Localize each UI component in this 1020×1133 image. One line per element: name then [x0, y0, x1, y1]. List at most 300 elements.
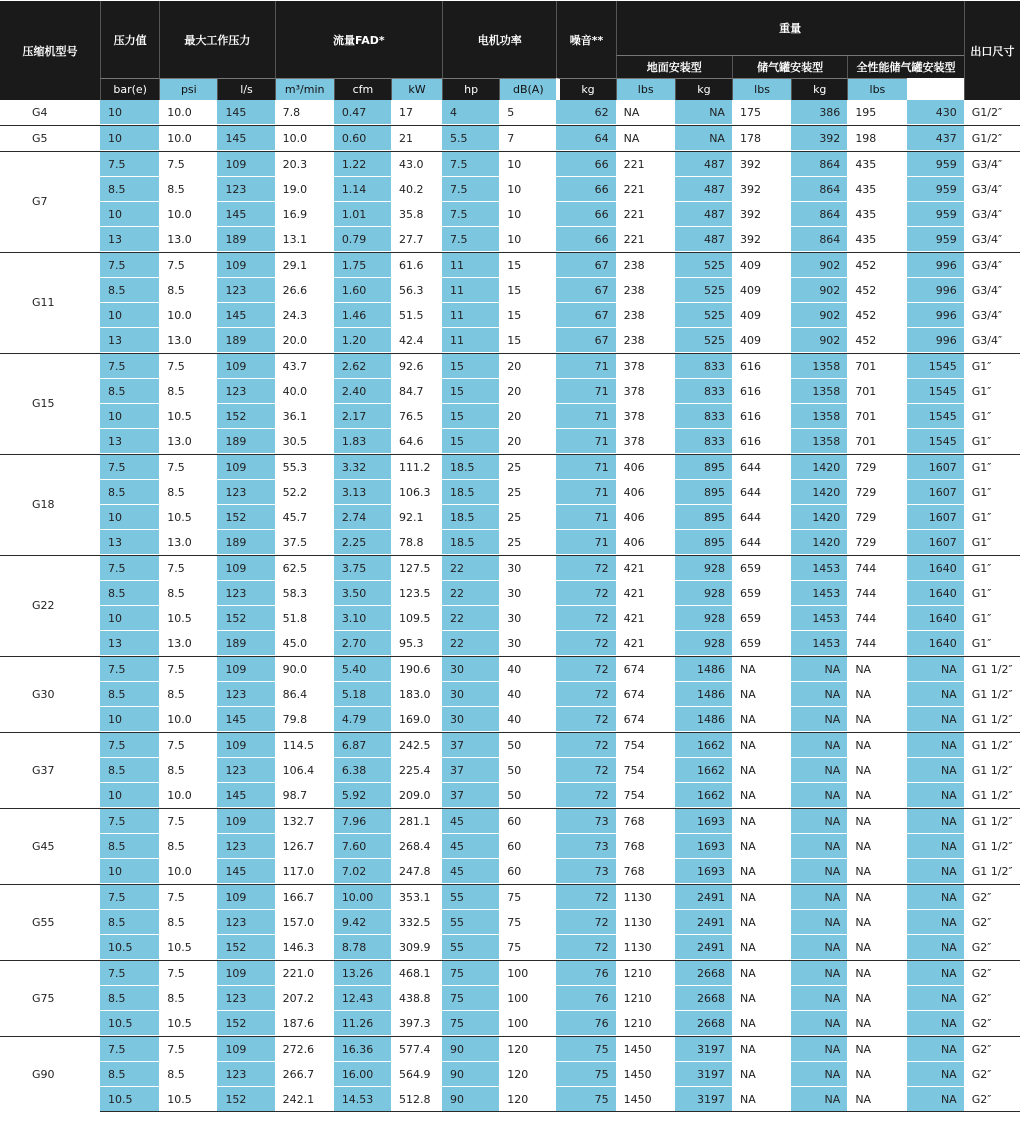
table-cell: 1545 [907, 353, 964, 379]
table-cell: 406 [616, 530, 675, 555]
compressor-spec-table [0, 1, 1020, 1112]
table-cell: G1″ [964, 454, 1020, 480]
table-cell: 10 [499, 151, 556, 177]
table-cell: 75 [442, 986, 499, 1011]
table-cell: 198 [847, 125, 906, 151]
table-cell: 109 [217, 884, 274, 910]
table-cell: 22 [442, 581, 499, 606]
table-cell: G2″ [964, 960, 1020, 986]
table-header [0, 1, 1020, 100]
table-cell: 92.1 [391, 505, 442, 530]
table-cell: 45 [442, 859, 499, 884]
table-cell: 864 [791, 151, 847, 177]
table-cell: 13.1 [275, 227, 334, 252]
table-cell: 768 [616, 859, 675, 884]
table-cell: 75 [442, 1011, 499, 1036]
table-cell: 123 [217, 379, 274, 404]
table-cell: 166.7 [275, 884, 334, 910]
table-cell: 221.0 [275, 960, 334, 986]
table-cell: 8.5 [100, 834, 159, 859]
table-cell: 10.5 [159, 1011, 217, 1036]
table-cell: 145 [217, 100, 274, 125]
table-cell: 109 [217, 732, 274, 758]
table-cell: NA [732, 884, 791, 910]
table-cell: 30 [442, 707, 499, 732]
table-cell: 60 [499, 834, 556, 859]
table-cell: 8.5 [159, 758, 217, 783]
table-cell: 152 [217, 1011, 274, 1036]
table-cell: 20.3 [275, 151, 334, 177]
table-cell: NA [847, 960, 906, 986]
table-cell: NA [791, 656, 847, 682]
table-cell: 123 [217, 177, 274, 202]
table-cell: 1607 [907, 480, 964, 505]
table-cell: NA [616, 125, 675, 151]
table-cell: 51.8 [275, 606, 334, 631]
table-cell: NA [847, 808, 906, 834]
table-cell: 729 [847, 530, 906, 555]
table-cell: 1358 [791, 429, 847, 454]
table-cell: 754 [616, 783, 675, 808]
table-cell: 45 [442, 808, 499, 834]
table-cell: 8.5 [159, 177, 217, 202]
table-cell: 15 [499, 303, 556, 328]
table-cell: 7.8 [275, 100, 334, 125]
table-cell: 78.8 [391, 530, 442, 555]
table-cell: 435 [847, 202, 906, 227]
table-cell: NA [791, 834, 847, 859]
table-cell: G3/4″ [964, 151, 1020, 177]
table-cell: 1.20 [334, 328, 391, 353]
table-cell: 10.0 [159, 125, 217, 151]
header-motor-power: 电机功率 [442, 1, 556, 78]
table-cell: NA [791, 1087, 847, 1112]
table-cell: NA [847, 758, 906, 783]
table-cell: 247.8 [391, 859, 442, 884]
table-cell: 468.1 [391, 960, 442, 986]
table-cell: 120 [499, 1062, 556, 1087]
table-cell: 959 [907, 151, 964, 177]
table-cell: 1662 [675, 732, 732, 758]
table-cell: 73 [556, 808, 615, 834]
table-cell: 833 [675, 379, 732, 404]
table-cell: 1486 [675, 682, 732, 707]
table-row [0, 631, 1020, 656]
table-cell: 10 [100, 303, 159, 328]
unit-header: m³/min [275, 78, 334, 100]
table-cell: 238 [616, 328, 675, 353]
unit-header: l/s [217, 78, 274, 100]
table-cell: 55 [442, 935, 499, 960]
table-cell: 8.5 [100, 758, 159, 783]
table-cell: 64 [556, 125, 615, 151]
table-cell: 72 [556, 606, 615, 631]
table-cell: G1″ [964, 353, 1020, 379]
table-cell: 225.4 [391, 758, 442, 783]
table-cell: 1486 [675, 707, 732, 732]
table-cell: 392 [732, 202, 791, 227]
table-cell: 3.13 [334, 480, 391, 505]
table-cell: 1453 [791, 581, 847, 606]
table-cell: 72 [556, 732, 615, 758]
table-cell: G1/2″ [964, 125, 1020, 151]
table-cell: NA [791, 808, 847, 834]
table-cell: 40 [499, 707, 556, 732]
table-cell: NA [847, 1011, 906, 1036]
table-cell: NA [847, 783, 906, 808]
table-row [0, 1036, 1020, 1062]
table-cell: 864 [791, 202, 847, 227]
table-cell: 895 [675, 505, 732, 530]
table-cell: G2″ [964, 1036, 1020, 1062]
table-cell: 406 [616, 505, 675, 530]
table-cell: G1″ [964, 429, 1020, 454]
table-cell: 438.8 [391, 986, 442, 1011]
table-cell: 7.5 [100, 656, 159, 682]
table-cell: 1130 [616, 935, 675, 960]
header-pressure-value: 压力值 [100, 1, 159, 78]
table-cell: NA [791, 859, 847, 884]
table-cell: G1 1/2″ [964, 808, 1020, 834]
table-cell: 10.0 [159, 783, 217, 808]
table-cell: 189 [217, 227, 274, 252]
table-cell: 111.2 [391, 454, 442, 480]
table-cell: 71 [556, 404, 615, 429]
table-cell: NA [847, 986, 906, 1011]
table-cell: 86.4 [275, 682, 334, 707]
table-cell: 409 [732, 252, 791, 278]
table-cell: 67 [556, 252, 615, 278]
table-cell: 109 [217, 555, 274, 581]
table-cell: 1.14 [334, 177, 391, 202]
table-cell: 75 [442, 960, 499, 986]
table-row [0, 783, 1020, 808]
header-max-pressure: 最大工作压力 [159, 1, 274, 78]
table-cell: 1130 [616, 884, 675, 910]
table-cell: NA [732, 682, 791, 707]
table-cell: 5.18 [334, 682, 391, 707]
table-cell: NA [732, 656, 791, 682]
table-cell: 353.1 [391, 884, 442, 910]
table-cell: 1130 [616, 910, 675, 935]
table-cell: 266.7 [275, 1062, 334, 1087]
table-cell: 30 [499, 631, 556, 656]
table-cell: 98.7 [275, 783, 334, 808]
table-cell: NA [907, 1087, 964, 1112]
table-row [0, 303, 1020, 328]
table-cell: 8.5 [100, 177, 159, 202]
table-row [0, 379, 1020, 404]
table-cell: NA [732, 859, 791, 884]
table-cell: 421 [616, 631, 675, 656]
table-cell: 29.1 [275, 252, 334, 278]
table-cell: 109 [217, 151, 274, 177]
table-cell: NA [847, 910, 906, 935]
table-cell: 95.3 [391, 631, 442, 656]
table-cell: 106.4 [275, 758, 334, 783]
table-cell: NA [791, 758, 847, 783]
table-cell: 10 [499, 202, 556, 227]
table-cell: 3.32 [334, 454, 391, 480]
table-cell: NA [847, 1036, 906, 1062]
table-cell: 1210 [616, 960, 675, 986]
table-cell: 66 [556, 202, 615, 227]
table-cell: 67 [556, 303, 615, 328]
table-cell: NA [732, 1062, 791, 1087]
table-cell: 902 [791, 328, 847, 353]
table-cell: 11 [442, 328, 499, 353]
table-cell: 864 [791, 227, 847, 252]
table-cell: 221 [616, 202, 675, 227]
table-cell: 60 [499, 808, 556, 834]
table-cell: G1 1/2″ [964, 656, 1020, 682]
table-cell: 729 [847, 480, 906, 505]
table-cell: 309.9 [391, 935, 442, 960]
table-cell: G1 1/2″ [964, 732, 1020, 758]
unit-header: kg [675, 78, 732, 100]
table-cell: 145 [217, 707, 274, 732]
unit-header: lbs [616, 78, 675, 100]
table-cell: 10.0 [159, 707, 217, 732]
table-cell: 13.26 [334, 960, 391, 986]
table-cell: 332.5 [391, 910, 442, 935]
table-cell: 45.0 [275, 631, 334, 656]
table-cell: 109 [217, 960, 274, 986]
table-cell: 75 [556, 1036, 615, 1062]
table-cell: 7.5 [100, 252, 159, 278]
table-cell: 7.5 [159, 884, 217, 910]
table-cell: 4 [442, 100, 499, 125]
model-cell: G15 [0, 353, 100, 454]
table-cell: 20 [499, 404, 556, 429]
table-cell: 42.4 [391, 328, 442, 353]
table-cell: 16.00 [334, 1062, 391, 1087]
table-cell: 7.5 [100, 960, 159, 986]
table-row [0, 808, 1020, 834]
table-cell: 8.5 [100, 1062, 159, 1087]
table-cell: 1640 [907, 606, 964, 631]
table-cell: 20 [499, 353, 556, 379]
table-cell: 72 [556, 884, 615, 910]
table-cell: 8.5 [100, 480, 159, 505]
table-cell: 132.7 [275, 808, 334, 834]
table-cell: NA [732, 758, 791, 783]
table-cell: G3/4″ [964, 328, 1020, 353]
table-cell: 11 [442, 278, 499, 303]
table-cell: 66 [556, 177, 615, 202]
table-cell: 928 [675, 555, 732, 581]
table-cell: 996 [907, 328, 964, 353]
table-cell: 7.5 [159, 732, 217, 758]
table-cell: NA [732, 910, 791, 935]
table-cell: 659 [732, 631, 791, 656]
table-cell: NA [847, 682, 906, 707]
table-cell: 11 [442, 303, 499, 328]
table-cell: 1453 [791, 555, 847, 581]
table-cell: 1545 [907, 379, 964, 404]
table-cell: 3197 [675, 1062, 732, 1087]
table-cell: 66 [556, 227, 615, 252]
unit-header: kg [791, 78, 847, 100]
table-cell: 221 [616, 177, 675, 202]
table-cell: NA [791, 910, 847, 935]
table-cell: 8.78 [334, 935, 391, 960]
table-cell: 7.5 [159, 353, 217, 379]
table-cell: 525 [675, 303, 732, 328]
table-cell: 1607 [907, 530, 964, 555]
table-cell: 10 [100, 125, 159, 151]
table-cell: 1450 [616, 1062, 675, 1087]
table-cell: G1 1/2″ [964, 834, 1020, 859]
table-cell: 40.0 [275, 379, 334, 404]
table-cell: 1210 [616, 1011, 675, 1036]
table-cell: 616 [732, 379, 791, 404]
table-row [0, 125, 1020, 151]
table-row [0, 480, 1020, 505]
table-cell: 55 [442, 910, 499, 935]
table-cell: 1358 [791, 353, 847, 379]
table-cell: 71 [556, 530, 615, 555]
model-cell: G5 [0, 125, 100, 151]
table-row [0, 328, 1020, 353]
table-cell: 109 [217, 656, 274, 682]
table-cell: G3/4″ [964, 278, 1020, 303]
table-cell: G3/4″ [964, 252, 1020, 278]
table-cell: 66 [556, 151, 615, 177]
table-cell: 50 [499, 732, 556, 758]
table-cell: 22 [442, 606, 499, 631]
table-cell: NA [791, 960, 847, 986]
table-cell: 0.47 [334, 100, 391, 125]
table-cell: NA [907, 1011, 964, 1036]
table-row [0, 884, 1020, 910]
table-cell: 10 [100, 100, 159, 125]
table-cell: 76.5 [391, 404, 442, 429]
table-cell: 6.38 [334, 758, 391, 783]
table-cell: 1693 [675, 808, 732, 834]
header-noise: 噪音** [556, 1, 615, 78]
table-cell: 3.75 [334, 555, 391, 581]
table-cell: 10.5 [159, 935, 217, 960]
table-cell: 71 [556, 429, 615, 454]
model-cell: G75 [0, 960, 100, 1036]
table-cell: 833 [675, 404, 732, 429]
table-cell: 20.0 [275, 328, 334, 353]
table-cell: 8.5 [159, 834, 217, 859]
table-cell: NA [907, 682, 964, 707]
table-row [0, 859, 1020, 884]
table-row [0, 910, 1020, 935]
table-cell: 2491 [675, 910, 732, 935]
table-cell: 487 [675, 227, 732, 252]
table-cell: 2491 [675, 935, 732, 960]
table-cell: 30 [442, 682, 499, 707]
unit-header: dB(A) [499, 78, 556, 100]
table-cell: 996 [907, 278, 964, 303]
table-cell: 10 [499, 177, 556, 202]
table-cell: 616 [732, 429, 791, 454]
table-cell: 30.5 [275, 429, 334, 454]
table-cell: 2.70 [334, 631, 391, 656]
table-cell: NA [791, 732, 847, 758]
table-cell: 76 [556, 1011, 615, 1036]
table-cell: 152 [217, 404, 274, 429]
table-cell: 10 [100, 859, 159, 884]
table-row [0, 202, 1020, 227]
table-cell: 8.5 [159, 986, 217, 1011]
table-cell: 1420 [791, 480, 847, 505]
table-cell: G2″ [964, 935, 1020, 960]
table-cell: 25 [499, 480, 556, 505]
table-cell: NA [907, 656, 964, 682]
table-cell: NA [847, 884, 906, 910]
table-row [0, 429, 1020, 454]
table-cell: 17 [391, 100, 442, 125]
table-cell: 8.5 [100, 910, 159, 935]
table-cell: 1693 [675, 834, 732, 859]
table-cell: 13.0 [159, 429, 217, 454]
table-cell: 768 [616, 808, 675, 834]
table-cell: 152 [217, 606, 274, 631]
table-cell: 25 [499, 530, 556, 555]
table-cell: 10 [100, 505, 159, 530]
table-cell: 928 [675, 631, 732, 656]
table-cell: 18.5 [442, 505, 499, 530]
table-cell: 7.5 [100, 555, 159, 581]
table-cell: NA [907, 1062, 964, 1087]
table-cell: 58.3 [275, 581, 334, 606]
table-cell: 10.0 [159, 100, 217, 125]
table-cell: 1640 [907, 631, 964, 656]
table-cell: 895 [675, 530, 732, 555]
table-cell: 90.0 [275, 656, 334, 682]
table-cell: 7.5 [100, 732, 159, 758]
table-cell: 2.62 [334, 353, 391, 379]
table-cell: NA [791, 884, 847, 910]
table-cell: 397.3 [391, 1011, 442, 1036]
table-cell: 7.5 [100, 151, 159, 177]
table-cell: G1 1/2″ [964, 682, 1020, 707]
table-cell: 744 [847, 606, 906, 631]
table-cell: 123 [217, 278, 274, 303]
table-cell: 1662 [675, 758, 732, 783]
table-cell: 0.60 [334, 125, 391, 151]
table-cell: 6.87 [334, 732, 391, 758]
table-cell: 10.5 [159, 1087, 217, 1112]
table-cell: 2668 [675, 986, 732, 1011]
table-cell: 487 [675, 177, 732, 202]
table-cell: 674 [616, 656, 675, 682]
table-cell: 123 [217, 758, 274, 783]
table-cell: 10.5 [159, 505, 217, 530]
table-cell: 281.1 [391, 808, 442, 834]
table-cell: 71 [556, 480, 615, 505]
table-cell: 36.1 [275, 404, 334, 429]
table-row [0, 986, 1020, 1011]
table-cell: 76 [556, 960, 615, 986]
table-cell: 238 [616, 278, 675, 303]
table-cell: 1.22 [334, 151, 391, 177]
table-cell: 67 [556, 278, 615, 303]
table-row [0, 530, 1020, 555]
table-cell: 525 [675, 252, 732, 278]
table-row [0, 1011, 1020, 1036]
table-cell: NA [907, 808, 964, 834]
table-cell: 1453 [791, 606, 847, 631]
table-cell: 902 [791, 278, 847, 303]
table-row [0, 707, 1020, 732]
table-cell: 833 [675, 353, 732, 379]
